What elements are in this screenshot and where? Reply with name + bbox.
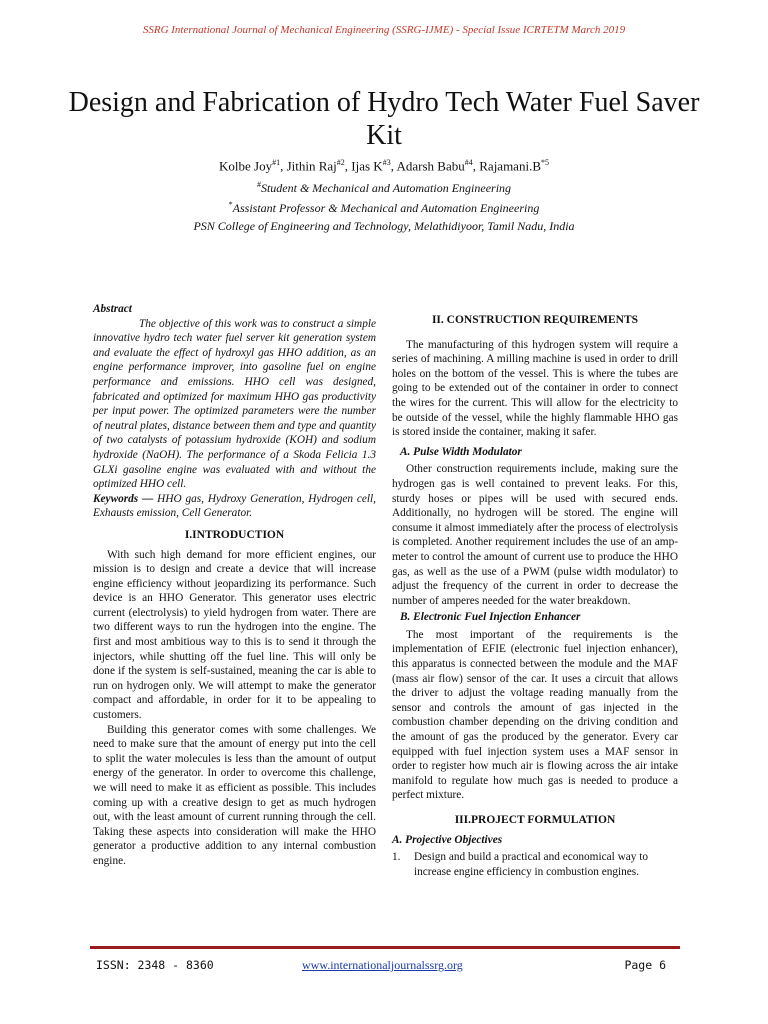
affiliation-college: PSN College of Engineering and Technology, Melathidiyoor, Tamil Nadu, India — [193, 219, 575, 233]
list-number: 1. — [392, 851, 401, 864]
keywords-label: Keywords — — [93, 492, 154, 505]
issn: ISSN: 2348 - 8360 — [96, 958, 214, 972]
affiliation-professor: *Assistant Professor & Mechanical and Automation Engineering — [228, 200, 540, 215]
list-text: Design and build a practical and economical way to increase engine efficiency in combustion engines. — [414, 851, 649, 878]
author-mark: #3 — [382, 158, 391, 167]
author-mark: #2 — [336, 158, 345, 167]
right-column — [392, 313, 678, 879]
affiliation-student: #Student & Mechanical and Automation Engineering — [256, 180, 512, 195]
page-footer — [96, 958, 666, 976]
left-column — [93, 302, 376, 869]
author-name: Ijas K — [351, 158, 383, 174]
keywords-text: HHO gas, Hydroxy Generation, Hydrogen cell, Exhausts emission, Cell Generator. — [93, 492, 376, 520]
keywords — [93, 492, 376, 521]
list-item — [392, 850, 678, 879]
construction-paragraph: The most important of the requirements is the implementation of EFIE (electronic fuel injection enhancer), this apparatus is connected between the module and the MAF (mass air flow) sensor of the car. It uses a circuit that allows the driver to adjust the voltage reading manually from the sensor and controls the amount of gas injected in the combustion chamber depending on the driving condition and the amount of gas the produced by the generator. Every car equipped with fuel injection system uses a MAF sensor in order to register how much air is flowing across the air intake manifold to regulate how much gas is needed to produce a perfect mixture. — [392, 628, 678, 802]
abstract-label: Abstract — [93, 303, 132, 315]
author-name: Jithin Raj — [286, 158, 337, 174]
journal-link[interactable]: www.internationaljournalssrg.org — [302, 958, 463, 972]
abstract-text: The objective of this work was to construct a simple innovative hydro tech water fuel server kit generation system and evaluate the effect of hydroxyl gas HHO addition, as an engine performance improver, into gasoline fuel on engine performance and emissions. HHO cell was designed, fabricated and optimized for maximum HHO gas productivity per input power. The optimized parameters were the number of neutral plates, distance between them and type and quantity of two catalysts of potassium hydroxide (KOH) and sodium hydroxide (NaOH). The performance of a Skoda Felicia 1.3 GLXi gasoline engine was evaluated with and without the optimized HHO cell. — [93, 317, 376, 491]
author-name: Adarsh Babu — [396, 158, 465, 174]
section-heading-introduction: I.INTRODUCTION — [184, 528, 285, 541]
paper-title: Design and Fabrication of Hydro Tech Water Fuel Saver Kit — [68, 87, 700, 151]
construction-paragraph: Other construction requirements include, making sure the hydrogen gas is well contained to prevent leaks. For this, sturdy hoses or pipes will be used with secured ends. Additionally, no hydrogen will be stored. The engine will consume it almost immediately after the process of electrolysis is completed. Another requirement includes the use of an amp-meter to control the amount of current use to produce the HHO gas, as well as the use of a PWM (pulse width modulator) to adjust the frequency of the current in order to decrease the number of amperes needed for the water breakdown. — [392, 463, 678, 607]
author-mark: *5 — [541, 158, 549, 167]
author-mark: #1 — [272, 158, 281, 167]
author-name: Rajamani.B — [479, 158, 541, 174]
author-name: Kolbe Joy — [218, 158, 273, 174]
affiliation-mark: * — [228, 200, 233, 209]
author-mark: #4 — [464, 158, 473, 167]
subheading-efie: B. Electronic Fuel Injection Enhancer — [400, 611, 581, 624]
affiliation-mark: # — [256, 180, 261, 189]
author-list: Kolbe Joy$^{\#1}$, Jithin Raj$^{\#2}$, Ijas $K^{\#3}$, Adarsh Babu$^{\#4}$, $Rajamani.B^{*5}$ — [218, 158, 549, 174]
subheading-objectives: A. Projective Objectives — [392, 833, 503, 846]
page-number: Page 6 — [624, 958, 666, 972]
intro-paragraph: With such high demand for more efficient engines, our mission is to design and create a device that will increase engine efficiency without jeopardizing its performance. Such device is an HHO Generator. This generator uses electric current (electrolysis) to yield hydrogen from water. There are two different ways to run the hydrogen into the engine. The first and most ambitious way to this is to send it through the injectors, while shutting off the fuel line. This will only be done if the system is self-sustained, meaning the car is able to run on hydrogen only. We will attempt to make the generator compact and affordable, in order for it to be appealing to customers. — [93, 548, 376, 722]
intro-paragraph: Building this generator comes with some challenges. We need to make sure that the amount of energy put into the cell to split the water molecules is less than the amount of output energy of the generator. In order to overcome this challenge, we will need to make it as efficient as possible. This includes coming up with a creative design to get as much hydrogen out, with the least amount of current running through the cell. Taking these aspects into consideration will make the HHO generator a productive addition to any internal combustion engine. — [93, 723, 376, 867]
journal-header: SSRG International Journal of Mechanical Engineering (SSRG-IJME) - Special Issue ICRTETM March 2019 — [142, 24, 626, 36]
section-heading-construction: II. CONSTRUCTION REQUIREMENTS — [431, 314, 639, 326]
construction-paragraph: The manufacturing of this hydrogen system will require a series of machining. A milling machine is used in order to drill holes on the bottom of the vessel. This is where the tubes are going to be extended out of the container in order to connect the wires for the current. This will allow for the electricity to be outside of the vessel, while the highly flammable HHO gas is stored inside the container, making it safer. — [392, 338, 678, 439]
section-heading-formulation: III.PROJECT FORMULATION — [454, 814, 616, 826]
subheading-pulse-width-modulator: A. Pulse Width Modulator — [400, 445, 522, 458]
footer-rule — [90, 946, 680, 949]
